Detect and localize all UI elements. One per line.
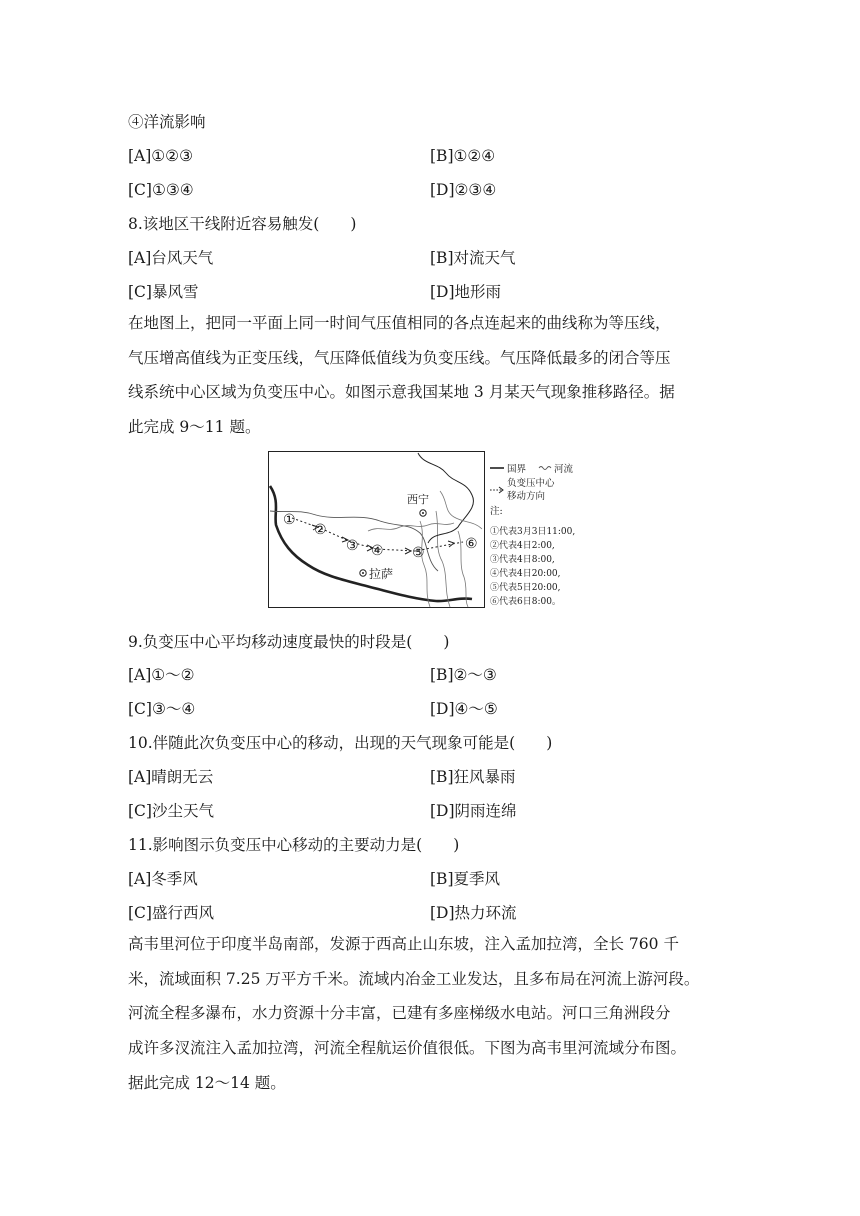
- q8-option-b: [B]对流天气: [430, 249, 516, 267]
- city-xining-label: 西宁: [407, 493, 429, 506]
- city-lasa-label: 拉萨: [369, 567, 394, 581]
- q9-stem: 9.负变压中心平均移动速度最快的时段是( ): [128, 633, 450, 651]
- q10-stem: 10.伴随此次负变压中心的移动，出现的天气现象可能是( ): [128, 734, 553, 752]
- point-6: ⑥: [465, 536, 478, 552]
- river-line: [420, 521, 430, 607]
- q9-option-d: [D]④～⑤: [430, 700, 498, 718]
- legend-note: ⑤代表5日20:00,: [490, 583, 561, 593]
- xining-marker-dot: [422, 512, 424, 514]
- map-frame: [269, 452, 485, 608]
- legend-note: ⑥代表6日8:00。: [490, 597, 561, 607]
- legend-river-swatch: [539, 467, 551, 470]
- point-2: ②: [314, 522, 327, 538]
- q7-item-4: ④洋流影响: [128, 113, 206, 131]
- q11-option-b: [B]夏季风: [430, 870, 500, 888]
- legend-note: ①代表3月3日11:00,: [490, 527, 576, 537]
- legend-note: ②代表4日2:00,: [490, 541, 555, 551]
- q10-option-c: [C]沙尘天气: [128, 802, 214, 820]
- legend-border-label: 国界: [507, 464, 527, 475]
- pressure-center-map: [268, 451, 613, 609]
- q7-option-a: [A]①②③: [128, 147, 193, 165]
- q7-option-d: [D]②③④: [430, 181, 497, 199]
- point-4: ④: [371, 543, 384, 559]
- intro-12-14-line: 成许多汊流注入孟加拉湾，河流全程航运价值很低。下图为高韦里河流域分布图。: [128, 1039, 687, 1058]
- q11-option-a: [A]冬季风: [128, 870, 198, 888]
- legend-note: ③代表4日8:00,: [490, 555, 555, 565]
- q11-stem: 11.影响图示负变压中心移动的主要动力是( ): [128, 836, 460, 854]
- intro-12-14-line: 米，流域面积 7.25 万平方千米。流域内冶金工业发达，且多布局在河流上游河段。: [128, 969, 700, 988]
- intro-12-14: [128, 927, 740, 1101]
- legend-note-title: 注:: [490, 506, 503, 517]
- lasa-marker-dot: [362, 572, 364, 574]
- point-3: ③: [346, 538, 359, 554]
- intro-9-11-line: 在地图上，把同一平面上同一时间气压值相同的各点连起来的曲线称为等压线，: [128, 314, 671, 332]
- q9-option-b: [B]②～③: [430, 666, 497, 684]
- intro-12-14-line: 据此完成 12～14 题。: [128, 1073, 286, 1092]
- q11-option-c: [C]盛行西风: [128, 904, 214, 922]
- q8-stem: 8.该地区干线附近容易触发( ): [128, 215, 357, 233]
- intro-12-14-line: 高韦里河位于印度半岛南部，发源于西高止山东坡，注入孟加拉湾，全长 760 千: [128, 935, 679, 953]
- intro-9-11-line: 线系统中心区域为负变压中心。如图示意我国某地 3 月某天气现象推移路径。据: [128, 383, 675, 402]
- q7-option-b: [B]①②④: [430, 147, 496, 165]
- q8-option-a: [A]台风天气: [128, 249, 214, 267]
- q10-option-a: [A]晴朗无云: [128, 768, 214, 786]
- point-5: ⑤: [412, 545, 425, 561]
- q10-option-d: [D]阴雨连绵: [430, 802, 517, 820]
- q8-option-c: [C]暴风雪: [128, 283, 199, 301]
- point-1: ①: [283, 512, 296, 528]
- legend-arrow-label-1: 负变压中心: [507, 478, 555, 489]
- legend-arrow-label-2: 移动方向: [507, 491, 546, 502]
- river-line: [436, 511, 450, 607]
- q8-option-d: [D]地形雨: [430, 283, 502, 301]
- intro-9-11-line: 气压增高值线为正变压线，气压降低值线为负变压线。气压降低最多的闭合等压: [128, 348, 671, 367]
- q10-option-b: [B]狂风暴雨: [430, 768, 516, 786]
- q9-option-a: [A]①～②: [128, 666, 195, 684]
- intro-9-11: [128, 306, 740, 445]
- intro-9-11-line: 此完成 9～11 题。: [128, 418, 261, 437]
- river-line: [368, 523, 454, 531]
- path-arrowhead: [448, 541, 454, 547]
- legend-note: ④代表4日20:00,: [490, 569, 561, 579]
- q11-option-d: [D]热力环流: [430, 904, 517, 922]
- map-svg: [268, 451, 613, 609]
- q7-option-c: [C]①③④: [128, 181, 194, 199]
- legend-river-label: 河流: [554, 464, 574, 475]
- intro-12-14-line: 河流全程多瀑布，水力资源十分丰富，已建有多座梯级水电站。河口三角洲段分: [128, 1004, 671, 1023]
- q9-option-c: [C]③～④: [128, 700, 196, 718]
